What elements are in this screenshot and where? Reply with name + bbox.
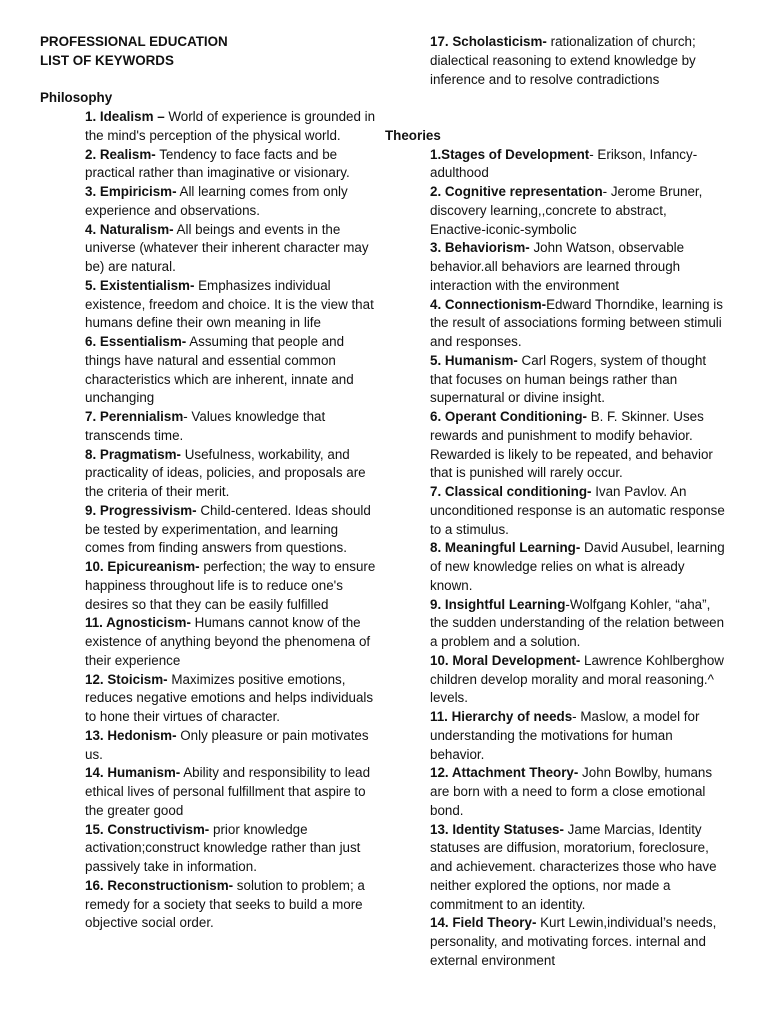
list-item xyxy=(385,146,725,184)
keyword-term: 5. Humanism- xyxy=(430,352,518,368)
list-item xyxy=(385,296,725,352)
spacer xyxy=(385,89,725,127)
keyword-term: 7. Perennialism xyxy=(85,409,184,424)
keyword-term: 2. Realism- xyxy=(85,146,156,162)
list-item xyxy=(40,108,380,146)
keyword-definition: Tendency to face facts and be practical rather than imaginative or visionary. xyxy=(85,146,350,181)
keyword-definition: John Watson, observable behavior.all behaviors are learned through interaction with the environment xyxy=(430,240,685,293)
list-item xyxy=(385,408,725,483)
keyword-term: 7. Classical conditioning- xyxy=(430,484,592,499)
list-item xyxy=(385,914,725,970)
keyword-term: 12. Attachment Theory- xyxy=(430,765,579,781)
keyword-definition: Only pleasure or pain motivates us. xyxy=(85,727,369,762)
list-item xyxy=(40,821,380,877)
keyword-term: 14. Field Theory- xyxy=(430,915,537,931)
document-title: PROFESSIONAL EDUCATION xyxy=(40,34,228,49)
keyword-term: 3. Empiricism- xyxy=(85,184,177,199)
keyword-definition: - Values knowledge that transcends time. xyxy=(85,409,326,443)
keyword-definition: Usefulness, workability, and practicality of ideas, policies, and proposals are the criteria of their merit. xyxy=(85,446,366,499)
keyword-term: 17. Scholasticism- xyxy=(430,34,547,49)
list-item xyxy=(385,652,725,708)
keyword-definition: -Wolfgang Kohler, “aha”, the sudden understanding of the relation between a problem and a solution. xyxy=(430,596,725,649)
keyword-definition: Maximizes positive emotions, reduces negative emotions and helps individuals to hone their virtues of character. xyxy=(85,671,374,724)
keyword-term: 9. Progressivism- xyxy=(85,502,197,518)
keyword-term: 4. Connectionism- xyxy=(430,296,547,312)
list-item xyxy=(385,352,725,408)
keyword-definition: Carl Rogers, system of thought that focuses on human beings rather than supernatural or divine insight. xyxy=(430,352,707,406)
section-heading-theories: Theories xyxy=(385,127,441,143)
keyword-definition: All learning comes from only experience and observations. xyxy=(85,184,348,218)
list-item xyxy=(40,764,380,820)
keyword-definition: John Bowlby, humans are born with a need to form a close emotional bond. xyxy=(430,765,713,818)
list-item xyxy=(40,877,380,933)
right-column xyxy=(385,33,725,971)
list-item xyxy=(40,558,380,614)
keyword-definition: - Erikson, Infancy-adulthood xyxy=(430,146,698,181)
list-item xyxy=(385,764,725,820)
list-item xyxy=(40,183,380,221)
keyword-definition: rationalization of church; dialectical reasoning to extend knowledge by inference and to resolve contradictions xyxy=(430,34,696,87)
keyword-term: 15. Constructivism- xyxy=(85,821,210,837)
keyword-definition: Ability and responsibility to lead ethical lives of personal fulfillment that aspire to the greater good xyxy=(85,765,371,818)
keyword-term: 8. Meaningful Learning- xyxy=(430,540,581,556)
keyword-definition: Humans cannot know of the existence of anything beyond the phenomena of their experience xyxy=(85,615,371,668)
list-item xyxy=(385,33,725,89)
list-item xyxy=(40,408,380,446)
list-item xyxy=(40,671,380,727)
keyword-term: 5. Existentialism- xyxy=(85,277,195,293)
keyword-definition: B. F. Skinner. Uses rewards and punishment to modify behavior. Rewarded is likely to be repeated, and behavior that is punished will rarely occur. xyxy=(430,409,713,481)
section-heading-philosophy: Philosophy xyxy=(40,90,113,106)
keyword-term: 8. Pragmatism- xyxy=(85,446,182,462)
left-column xyxy=(40,33,380,933)
keyword-definition: Emphasizes individual existence, freedom and choice. It is the view that humans define their own meaning in life xyxy=(85,277,374,331)
keyword-term: 11. Hierarchy of needs xyxy=(430,709,573,724)
keyword-definition: Edward Thorndike, learning is the result of associations forming between stimuli and responses. xyxy=(430,296,723,349)
philosophy-list-continued xyxy=(385,33,725,89)
keyword-term: 12. Stoicism- xyxy=(85,671,168,687)
list-item xyxy=(40,221,380,277)
list-item xyxy=(40,277,380,333)
keyword-term: 1. Idealism – xyxy=(85,109,165,124)
list-item xyxy=(40,727,380,765)
keyword-term: 6. Operant Conditioning- xyxy=(430,409,587,424)
keyword-term: 4. Naturalism- xyxy=(85,221,174,237)
keyword-definition: - Jerome Bruner, discovery learning,,concrete to abstract, Enactive-iconic-symbolic xyxy=(430,184,703,237)
keyword-definition: perfection; the way to ensure happiness throughout life is to reduce one's desires so that they can be easily fulfilled xyxy=(85,559,376,612)
theories-list xyxy=(385,146,725,971)
keyword-definition: Jame Marcias, Identity statuses are diffusion, moratorium, foreclosure, and achievement. characterizes those who have neither explored the options, nor made a commitment to an identity. xyxy=(430,821,717,912)
list-item xyxy=(40,614,380,670)
keyword-term: 11. Agnosticism- xyxy=(85,615,191,631)
keyword-term: 6. Essentialism- xyxy=(85,334,187,349)
keyword-term: 10. Epicureanism- xyxy=(85,559,200,574)
keyword-term: 9. Insightful Learning xyxy=(430,596,566,612)
list-item xyxy=(40,146,380,184)
list-item xyxy=(40,333,380,408)
list-item xyxy=(385,183,725,239)
keyword-term: 14. Humanism- xyxy=(85,765,181,781)
list-item xyxy=(385,239,725,295)
keyword-definition: prior knowledge activation;construct knowledge rather than just passively take in information. xyxy=(85,821,361,874)
list-item xyxy=(385,539,725,595)
list-item xyxy=(385,596,725,652)
list-item xyxy=(385,483,725,539)
keyword-term: 10. Moral Development- xyxy=(430,652,581,668)
keyword-definition: David Ausubel, learning of new knowledge relies on what is already known. xyxy=(430,540,725,593)
keyword-term: 13. Identity Statuses- xyxy=(430,821,564,837)
keyword-term: 13. Hedonism- xyxy=(85,727,177,743)
spacer xyxy=(40,71,380,90)
keyword-term: 3. Behaviorism- xyxy=(430,240,530,256)
list-item xyxy=(40,446,380,502)
document-subtitle: LIST OF KEYWORDS xyxy=(40,52,174,68)
keyword-definition: Kurt Lewin,individual’s needs, personality, and motivating forces. internal and external environment xyxy=(430,915,717,968)
keyword-definition: Ivan Pavlov. An unconditioned response is an automatic response to a stimulus. xyxy=(430,484,725,537)
philosophy-list xyxy=(40,108,380,933)
keyword-definition: World of experience is grounded in the mind's perception of the physical world. xyxy=(85,109,376,143)
keyword-definition: All beings and events in the universe (whatever their inherent character may be) are natural. xyxy=(85,221,369,274)
keyword-definition: solution to problem; a remedy for a society that seeks to build a more objective social order. xyxy=(85,877,365,931)
list-item xyxy=(385,821,725,915)
keyword-definition: Assuming that people and things have natural and essential common characteristics which are inherent, innate and unchanging xyxy=(85,334,354,406)
keyword-definition: Child-centered. Ideas should be tested by experimentation, and learning comes from finding answers from questions. xyxy=(85,502,371,556)
keyword-definition: Lawrence Kohlberghow children develop morality and moral reasoning.^ levels. xyxy=(430,652,724,706)
keyword-term: 16. Reconstructionism- xyxy=(85,877,234,893)
keyword-definition: - Maslow, a model for understanding the motivations for human behavior. xyxy=(430,709,700,762)
list-item xyxy=(40,502,380,558)
keyword-term: 1.Stages of Development xyxy=(430,146,590,162)
keyword-term: 2. Cognitive representation xyxy=(430,184,603,199)
list-item xyxy=(385,708,725,764)
